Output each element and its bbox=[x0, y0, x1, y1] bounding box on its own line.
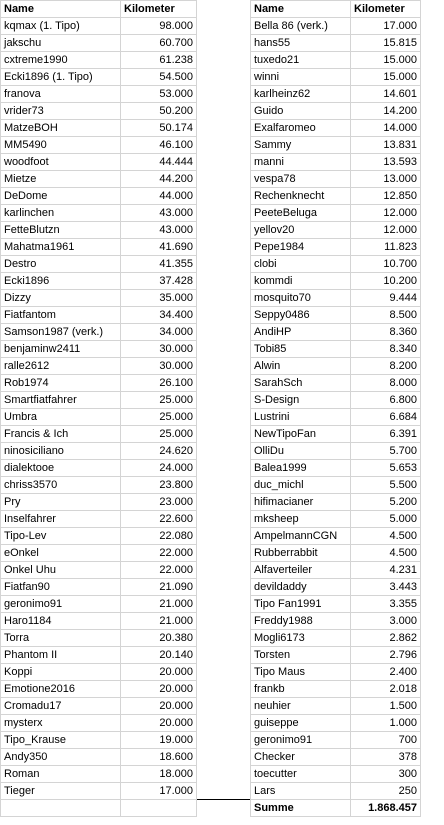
header-row bbox=[1, 1, 421, 18]
table-row bbox=[1, 324, 421, 341]
left-km-cell[interactable]: 30.000 bbox=[121, 341, 197, 358]
left-name-cell[interactable]: dialektooe bbox=[1, 460, 121, 477]
right-name-cell[interactable]: Rechenknecht bbox=[251, 188, 351, 205]
left-name-cell[interactable]: Emotione2016 bbox=[1, 681, 121, 698]
gap-cell bbox=[197, 494, 251, 511]
gap-cell bbox=[197, 35, 251, 52]
right-km-cell[interactable]: 3.355 bbox=[351, 596, 421, 613]
gap-cell bbox=[197, 681, 251, 698]
right-name-cell[interactable]: Alfaverteiler bbox=[251, 562, 351, 579]
right-name-cell[interactable]: Checker bbox=[251, 749, 351, 766]
right-name-cell[interactable]: hans55 bbox=[251, 35, 351, 52]
gap-cell bbox=[197, 188, 251, 205]
gap-cell bbox=[197, 103, 251, 120]
right-name-cell[interactable]: guiseppe bbox=[251, 715, 351, 732]
right-name-cell[interactable]: vespa78 bbox=[251, 171, 351, 188]
right-name-cell[interactable]: Balea1999 bbox=[251, 460, 351, 477]
gap-cell bbox=[197, 409, 251, 426]
right-km-cell[interactable]: 8.200 bbox=[351, 358, 421, 375]
gap-cell bbox=[197, 511, 251, 528]
gap-cell bbox=[197, 273, 251, 290]
right-km-cell[interactable]: 6.391 bbox=[351, 426, 421, 443]
right-km-cell[interactable]: 250 bbox=[351, 783, 421, 800]
left-name-cell[interactable]: Tieger bbox=[1, 783, 121, 800]
gap-cell bbox=[197, 256, 251, 273]
left-name-cell[interactable]: jakschu bbox=[1, 35, 121, 52]
left-km-cell[interactable]: 19.000 bbox=[121, 732, 197, 749]
left-name-cell[interactable]: vrider73 bbox=[1, 103, 121, 120]
left-name-cell[interactable]: ninosiciliano bbox=[1, 443, 121, 460]
right-km-cell[interactable]: 15.000 bbox=[351, 52, 421, 69]
left-km-cell[interactable]: 22.080 bbox=[121, 528, 197, 545]
right-name-cell[interactable]: clobi bbox=[251, 256, 351, 273]
gap-cell bbox=[197, 1, 251, 18]
gap-cell bbox=[197, 426, 251, 443]
gap-cell bbox=[197, 154, 251, 171]
left-name-cell[interactable]: eOnkel bbox=[1, 545, 121, 562]
gap-cell bbox=[197, 205, 251, 222]
left-km-cell[interactable]: 20.140 bbox=[121, 647, 197, 664]
gap-cell bbox=[197, 358, 251, 375]
right-name-cell[interactable]: Lars bbox=[251, 783, 351, 800]
right-name-cell[interactable]: PeeteBeluga bbox=[251, 205, 351, 222]
right-km-cell[interactable]: 4.500 bbox=[351, 545, 421, 562]
left-km-cell[interactable]: 24.000 bbox=[121, 460, 197, 477]
right-name-cell[interactable]: Lustrini bbox=[251, 409, 351, 426]
right-name-cell[interactable]: mksheep bbox=[251, 511, 351, 528]
gap-cell bbox=[197, 443, 251, 460]
header-name-left[interactable]: Name bbox=[1, 1, 121, 18]
table-row bbox=[1, 698, 421, 715]
table-row bbox=[1, 273, 421, 290]
table-row bbox=[1, 256, 421, 273]
right-km-cell[interactable]: 2.400 bbox=[351, 664, 421, 681]
gap-cell bbox=[197, 477, 251, 494]
left-km-cell[interactable]: 25.000 bbox=[121, 426, 197, 443]
table-row bbox=[1, 392, 421, 409]
gap-cell bbox=[197, 375, 251, 392]
left-name-cell[interactable]: Phantom II bbox=[1, 647, 121, 664]
right-name-cell[interactable]: devildaddy bbox=[251, 579, 351, 596]
table-row bbox=[1, 409, 421, 426]
summary-label[interactable]: Summe bbox=[251, 800, 351, 817]
right-name-cell[interactable]: Torsten bbox=[251, 647, 351, 664]
table-row bbox=[1, 494, 421, 511]
table-row bbox=[1, 86, 421, 103]
gap-cell bbox=[197, 460, 251, 477]
left-name-cell[interactable]: Ecki1896 (1. Tipo) bbox=[1, 69, 121, 86]
left-km-cell[interactable]: 41.355 bbox=[121, 256, 197, 273]
right-name-cell[interactable]: Seppy0486 bbox=[251, 307, 351, 324]
table-row bbox=[1, 35, 421, 52]
gap-cell bbox=[197, 392, 251, 409]
table-row bbox=[1, 715, 421, 732]
table-row bbox=[1, 647, 421, 664]
gap-cell bbox=[197, 239, 251, 256]
left-km-cell[interactable]: 25.000 bbox=[121, 392, 197, 409]
left-name-cell[interactable]: Pry bbox=[1, 494, 121, 511]
left-km-cell[interactable]: 46.100 bbox=[121, 137, 197, 154]
gap-cell bbox=[197, 579, 251, 596]
right-km-cell[interactable]: 300 bbox=[351, 766, 421, 783]
right-km-cell[interactable]: 15.000 bbox=[351, 69, 421, 86]
left-name-cell[interactable]: chriss3570 bbox=[1, 477, 121, 494]
right-name-cell[interactable]: AndiHP bbox=[251, 324, 351, 341]
left-km-cell[interactable]: 21.000 bbox=[121, 613, 197, 630]
left-km-cell[interactable]: 21.000 bbox=[121, 596, 197, 613]
gap-cell bbox=[197, 86, 251, 103]
left-km-cell[interactable]: 23.000 bbox=[121, 494, 197, 511]
table-row bbox=[1, 307, 421, 324]
table-row bbox=[1, 18, 421, 35]
table-row bbox=[1, 69, 421, 86]
header-name-right[interactable]: Name bbox=[251, 1, 351, 18]
left-name-cell[interactable]: Andy350 bbox=[1, 749, 121, 766]
left-name-cell[interactable]: karlinchen bbox=[1, 205, 121, 222]
right-name-cell[interactable]: tuxedo21 bbox=[251, 52, 351, 69]
left-name-cell[interactable]: kqmax (1. Tipo) bbox=[1, 18, 121, 35]
right-km-cell[interactable]: 6.800 bbox=[351, 392, 421, 409]
right-name-cell[interactable]: neuhier bbox=[251, 698, 351, 715]
right-km-cell[interactable]: 8.500 bbox=[351, 307, 421, 324]
right-km-cell[interactable]: 13.000 bbox=[351, 171, 421, 188]
left-name-cell[interactable]: mysterx bbox=[1, 715, 121, 732]
left-name-cell[interactable]: DeDome bbox=[1, 188, 121, 205]
right-km-cell[interactable]: 8.000 bbox=[351, 375, 421, 392]
gap-cell bbox=[197, 596, 251, 613]
right-name-cell[interactable]: Freddy1988 bbox=[251, 613, 351, 630]
right-km-cell[interactable]: 3.443 bbox=[351, 579, 421, 596]
table-row bbox=[1, 681, 421, 698]
table-row bbox=[1, 783, 421, 800]
right-km-cell[interactable]: 13.593 bbox=[351, 154, 421, 171]
left-km-cell[interactable]: 34.400 bbox=[121, 307, 197, 324]
left-km-cell[interactable]: 54.500 bbox=[121, 69, 197, 86]
left-km-cell[interactable]: 50.200 bbox=[121, 103, 197, 120]
right-km-cell[interactable]: 12.000 bbox=[351, 222, 421, 239]
left-name-cell[interactable]: franova bbox=[1, 86, 121, 103]
right-name-cell[interactable]: frankb bbox=[251, 681, 351, 698]
empty-cell bbox=[1, 800, 121, 817]
right-km-cell[interactable]: 10.700 bbox=[351, 256, 421, 273]
table-row bbox=[1, 511, 421, 528]
right-km-cell[interactable]: 8.340 bbox=[351, 341, 421, 358]
gap-cell bbox=[197, 137, 251, 154]
right-name-cell[interactable]: kommdi bbox=[251, 273, 351, 290]
left-name-cell[interactable]: Tipo_Krause bbox=[1, 732, 121, 749]
right-km-cell[interactable]: 2.018 bbox=[351, 681, 421, 698]
left-name-cell[interactable]: Onkel Uhu bbox=[1, 562, 121, 579]
table-row bbox=[1, 732, 421, 749]
left-km-cell[interactable]: 22.000 bbox=[121, 562, 197, 579]
right-km-cell[interactable]: 700 bbox=[351, 732, 421, 749]
gap-cell bbox=[197, 120, 251, 137]
right-km-cell[interactable]: 9.444 bbox=[351, 290, 421, 307]
left-km-cell[interactable]: 44.444 bbox=[121, 154, 197, 171]
summary-row bbox=[1, 800, 421, 817]
table-row bbox=[1, 596, 421, 613]
gap-cell bbox=[197, 290, 251, 307]
right-name-cell[interactable]: hifimacianer bbox=[251, 494, 351, 511]
left-name-cell[interactable]: Inselfahrer bbox=[1, 511, 121, 528]
gap-cell bbox=[197, 647, 251, 664]
left-name-cell[interactable]: Cromadu17 bbox=[1, 698, 121, 715]
left-km-cell[interactable]: 20.000 bbox=[121, 698, 197, 715]
gap-cell bbox=[197, 222, 251, 239]
right-km-cell[interactable]: 6.684 bbox=[351, 409, 421, 426]
left-km-cell[interactable]: 61.238 bbox=[121, 52, 197, 69]
left-name-cell[interactable]: ralle2612 bbox=[1, 358, 121, 375]
table-row bbox=[1, 528, 421, 545]
table-row bbox=[1, 460, 421, 477]
right-km-cell[interactable]: 4.231 bbox=[351, 562, 421, 579]
table-row bbox=[1, 375, 421, 392]
right-km-cell[interactable]: 5.200 bbox=[351, 494, 421, 511]
gap-cell bbox=[197, 715, 251, 732]
left-name-cell[interactable]: Destro bbox=[1, 256, 121, 273]
gap-cell bbox=[197, 698, 251, 715]
left-name-cell[interactable]: Samson1987 (verk.) bbox=[1, 324, 121, 341]
right-name-cell[interactable]: Bella 86 (verk.) bbox=[251, 18, 351, 35]
gap-cell bbox=[197, 766, 251, 783]
table-row bbox=[1, 103, 421, 120]
left-km-cell[interactable]: 44.000 bbox=[121, 188, 197, 205]
left-km-cell[interactable]: 26.100 bbox=[121, 375, 197, 392]
right-km-cell[interactable]: 12.000 bbox=[351, 205, 421, 222]
summary-value[interactable]: 1.868.457 bbox=[351, 800, 421, 817]
left-name-cell[interactable]: Rob1974 bbox=[1, 375, 121, 392]
gap-cell bbox=[197, 630, 251, 647]
left-name-cell[interactable]: MM5490 bbox=[1, 137, 121, 154]
right-km-cell[interactable]: 2.862 bbox=[351, 630, 421, 647]
left-name-cell[interactable]: Tipo-Lev bbox=[1, 528, 121, 545]
right-name-cell[interactable]: Guido bbox=[251, 103, 351, 120]
left-km-cell[interactable]: 44.200 bbox=[121, 171, 197, 188]
right-km-cell[interactable]: 1.000 bbox=[351, 715, 421, 732]
gap-cell bbox=[197, 528, 251, 545]
right-km-cell[interactable]: 11.823 bbox=[351, 239, 421, 256]
right-km-cell[interactable]: 1.500 bbox=[351, 698, 421, 715]
left-km-cell[interactable]: 20.000 bbox=[121, 715, 197, 732]
right-km-cell[interactable]: 15.815 bbox=[351, 35, 421, 52]
table-row bbox=[1, 562, 421, 579]
left-km-cell[interactable]: 50.174 bbox=[121, 120, 197, 137]
left-km-cell[interactable]: 25.000 bbox=[121, 409, 197, 426]
left-name-cell[interactable]: Ecki1896 bbox=[1, 273, 121, 290]
gap-cell bbox=[197, 171, 251, 188]
table-row bbox=[1, 426, 421, 443]
table-row bbox=[1, 290, 421, 307]
right-name-cell[interactable]: toecutter bbox=[251, 766, 351, 783]
right-km-cell[interactable]: 14.000 bbox=[351, 120, 421, 137]
table-row bbox=[1, 239, 421, 256]
gap-cell bbox=[197, 18, 251, 35]
table-row bbox=[1, 749, 421, 766]
left-km-cell[interactable]: 60.700 bbox=[121, 35, 197, 52]
left-km-cell[interactable]: 53.000 bbox=[121, 86, 197, 103]
left-km-cell[interactable]: 22.000 bbox=[121, 545, 197, 562]
right-name-cell[interactable]: SarahSch bbox=[251, 375, 351, 392]
table-row bbox=[1, 171, 421, 188]
left-name-cell[interactable]: Koppi bbox=[1, 664, 121, 681]
right-name-cell[interactable]: mosquito70 bbox=[251, 290, 351, 307]
left-name-cell[interactable]: Smartfiatfahrer bbox=[1, 392, 121, 409]
table-row bbox=[1, 154, 421, 171]
left-km-cell[interactable]: 20.000 bbox=[121, 681, 197, 698]
table-row bbox=[1, 443, 421, 460]
table-row bbox=[1, 664, 421, 681]
right-name-cell[interactable]: karlheinz62 bbox=[251, 86, 351, 103]
left-km-cell[interactable]: 35.000 bbox=[121, 290, 197, 307]
gap-cell bbox=[197, 749, 251, 766]
right-km-cell[interactable]: 5.700 bbox=[351, 443, 421, 460]
left-name-cell[interactable]: Mahatma1961 bbox=[1, 239, 121, 256]
table-row bbox=[1, 630, 421, 647]
left-km-cell[interactable]: 17.000 bbox=[121, 783, 197, 800]
right-km-cell[interactable]: 14.601 bbox=[351, 86, 421, 103]
table-row bbox=[1, 613, 421, 630]
left-name-cell[interactable]: FetteBlutzn bbox=[1, 222, 121, 239]
left-name-cell[interactable]: Haro1184 bbox=[1, 613, 121, 630]
left-km-cell[interactable]: 20.380 bbox=[121, 630, 197, 647]
right-km-cell[interactable]: 5.000 bbox=[351, 511, 421, 528]
table-row bbox=[1, 137, 421, 154]
left-km-cell[interactable]: 24.620 bbox=[121, 443, 197, 460]
right-km-cell[interactable]: 10.200 bbox=[351, 273, 421, 290]
right-km-cell[interactable]: 12.850 bbox=[351, 188, 421, 205]
gap-cell bbox=[197, 613, 251, 630]
left-name-cell[interactable]: MatzeBOH bbox=[1, 120, 121, 137]
table-row bbox=[1, 477, 421, 494]
table-row bbox=[1, 545, 421, 562]
right-name-cell[interactable]: Exalfaromeo bbox=[251, 120, 351, 137]
right-name-cell[interactable]: Tipo Fan1991 bbox=[251, 596, 351, 613]
right-name-cell[interactable]: Alwin bbox=[251, 358, 351, 375]
gap-cell bbox=[197, 783, 251, 800]
right-name-cell[interactable]: Rubberrabbit bbox=[251, 545, 351, 562]
left-name-cell[interactable]: benjaminw2411 bbox=[1, 341, 121, 358]
right-name-cell[interactable]: Sammy bbox=[251, 137, 351, 154]
left-name-cell[interactable]: Umbra bbox=[1, 409, 121, 426]
gap-cell bbox=[197, 69, 251, 86]
right-name-cell[interactable]: yellov20 bbox=[251, 222, 351, 239]
left-km-cell[interactable]: 20.000 bbox=[121, 664, 197, 681]
right-name-cell[interactable]: duc_michl bbox=[251, 477, 351, 494]
left-name-cell[interactable]: geronimo91 bbox=[1, 596, 121, 613]
right-name-cell[interactable]: S-Design bbox=[251, 392, 351, 409]
left-name-cell[interactable]: Fiatfantom bbox=[1, 307, 121, 324]
gap-cell bbox=[197, 664, 251, 681]
right-km-cell[interactable]: 17.000 bbox=[351, 18, 421, 35]
left-km-cell[interactable]: 43.000 bbox=[121, 222, 197, 239]
right-km-cell[interactable]: 5.500 bbox=[351, 477, 421, 494]
right-name-cell[interactable]: Mogli6173 bbox=[251, 630, 351, 647]
left-name-cell[interactable]: Dizzy bbox=[1, 290, 121, 307]
right-km-cell[interactable]: 14.200 bbox=[351, 103, 421, 120]
right-km-cell[interactable]: 3.000 bbox=[351, 613, 421, 630]
table-row bbox=[1, 188, 421, 205]
right-km-cell[interactable]: 13.831 bbox=[351, 137, 421, 154]
header-km-right[interactable]: Kilometer bbox=[351, 1, 421, 18]
left-name-cell[interactable]: Francis & Ich bbox=[1, 426, 121, 443]
table-row bbox=[1, 205, 421, 222]
gap-cell bbox=[197, 800, 251, 817]
right-km-cell[interactable]: 5.653 bbox=[351, 460, 421, 477]
left-km-cell[interactable]: 18.600 bbox=[121, 749, 197, 766]
left-km-cell[interactable]: 43.000 bbox=[121, 205, 197, 222]
table-row bbox=[1, 120, 421, 137]
left-km-cell[interactable]: 30.000 bbox=[121, 358, 197, 375]
left-name-cell[interactable]: Torra bbox=[1, 630, 121, 647]
left-km-cell[interactable]: 21.090 bbox=[121, 579, 197, 596]
empty-cell bbox=[121, 800, 197, 817]
left-name-cell[interactable]: Mietze bbox=[1, 171, 121, 188]
right-name-cell[interactable]: Tipo Maus bbox=[251, 664, 351, 681]
left-name-cell[interactable]: cxtreme1990 bbox=[1, 52, 121, 69]
left-name-cell[interactable]: Roman bbox=[1, 766, 121, 783]
table-row bbox=[1, 766, 421, 783]
right-name-cell[interactable]: winni bbox=[251, 69, 351, 86]
right-km-cell[interactable]: 4.500 bbox=[351, 528, 421, 545]
gap-cell bbox=[197, 307, 251, 324]
right-name-cell[interactable]: NewTipoFan bbox=[251, 426, 351, 443]
right-km-cell[interactable]: 8.360 bbox=[351, 324, 421, 341]
left-name-cell[interactable]: Fiatfan90 bbox=[1, 579, 121, 596]
table-row bbox=[1, 358, 421, 375]
gap-cell bbox=[197, 324, 251, 341]
left-km-cell[interactable]: 41.690 bbox=[121, 239, 197, 256]
table-row bbox=[1, 341, 421, 358]
gap-cell bbox=[197, 562, 251, 579]
left-km-cell[interactable]: 34.000 bbox=[121, 324, 197, 341]
right-name-cell[interactable]: OlliDu bbox=[251, 443, 351, 460]
left-km-cell[interactable]: 18.000 bbox=[121, 766, 197, 783]
table-row bbox=[1, 222, 421, 239]
left-km-cell[interactable]: 22.600 bbox=[121, 511, 197, 528]
right-name-cell[interactable]: Pepe1984 bbox=[251, 239, 351, 256]
left-km-cell[interactable]: 37.428 bbox=[121, 273, 197, 290]
right-name-cell[interactable]: geronimo91 bbox=[251, 732, 351, 749]
left-km-cell[interactable]: 23.800 bbox=[121, 477, 197, 494]
gap-cell bbox=[197, 732, 251, 749]
header-km-left[interactable]: Kilometer bbox=[121, 1, 197, 18]
right-km-cell[interactable]: 378 bbox=[351, 749, 421, 766]
table-row bbox=[1, 579, 421, 596]
gap-cell bbox=[197, 52, 251, 69]
gap-cell bbox=[197, 545, 251, 562]
left-km-cell[interactable]: 98.000 bbox=[121, 18, 197, 35]
table-row bbox=[1, 52, 421, 69]
right-km-cell[interactable]: 2.796 bbox=[351, 647, 421, 664]
gap-cell bbox=[197, 341, 251, 358]
right-name-cell[interactable]: AmpelmannCGN bbox=[251, 528, 351, 545]
left-name-cell[interactable]: woodfoot bbox=[1, 154, 121, 171]
right-name-cell[interactable]: manni bbox=[251, 154, 351, 171]
right-name-cell[interactable]: Tobi85 bbox=[251, 341, 351, 358]
